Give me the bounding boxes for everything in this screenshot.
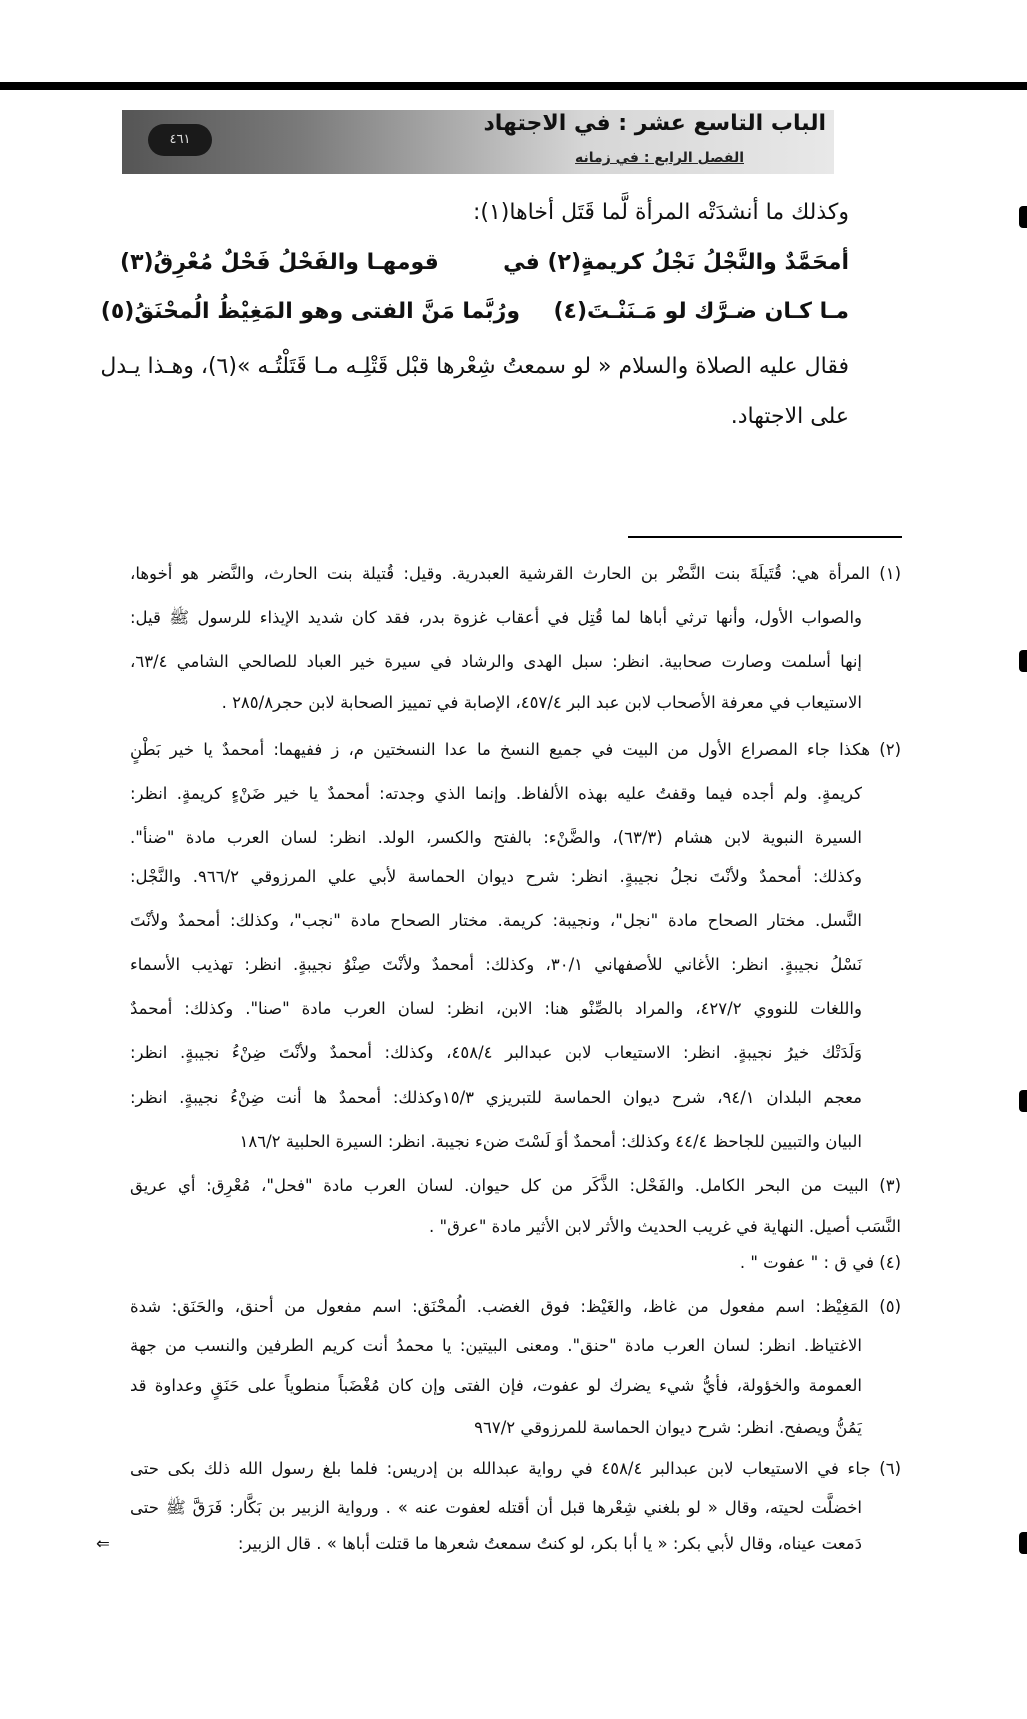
footnote-line: وَلَدَتْك خيرُ نجيبةٍ. انظر: الاستيعاب لابن عبدالبر ٤٥٨/٤، وكذلك: أمحمدٌ ولأنْتَ ضِنْءُ نجيبةٍ. انظر:: [130, 1043, 863, 1062]
footnote-start-line: (٢) هكذا جاء المصراع الأول من البيت في جميع النسخ ما عدا النسختين م، ز ففيهما: أمحمدٌ يا خير بَطْنٍ: [130, 740, 901, 759]
continued-arrow: ⇐: [96, 1534, 110, 1553]
verse-2-left-hemistich: ورُبَّما مَنَّ الفتى وهو المَغِيْظُ الُمحْنَقُ(٥): [100, 299, 520, 324]
scan-edge-mark: [1019, 1532, 1027, 1554]
footnote-line: النَّسل. مختار الصحاح مادة "نجل"، ونجيبة: كريمة. مختار الصحاح مادة "نجب"، وكذلك: أمحمدٌ ولأنْتَ: [130, 911, 862, 930]
footnote-line: اخضلَّت لحيته، وقال « لو بلغني شِعْرها قبل أن أقتله لعفوت عنه » . ورواية الزبير بن بَكَّار: فَرَقَّ ﷺ حتى: [130, 1498, 862, 1517]
footnote-separator: [628, 536, 902, 538]
footnote-line: واللغات للنووي ٤٢٧/٢، والمراد بالصِّنْو هنا: الابن، انظر: لسان العرب مادة "صنا". وكذلك: أمحمدٌ: [130, 999, 862, 1018]
footnote-line: وكذلك: أمحمدٌ ولأنْتَ نجلُ نجيبةٍ. انظر: شرح ديوان الحماسة لأبي علي المرزوقي ٩٦٦/٢. والنَّجْل:: [130, 867, 862, 886]
page-number: ٤٦١: [148, 124, 212, 156]
footnote-line: الاستيعاب في معرفة الأصحاب لابن عبد البر ٤٥٧/٤، الإصابة في تمييز الصحابة لابن حجر٢٨٥/٨ .: [221, 693, 862, 712]
footnote-line: نَسْلُ نجيبةٍ. انظر: الأغاني للأصفهاني ٣٠/١، وكذلك: أمحمدٌ ولأنْتَ صِنْوُ نجيبةٍ. انظر: تهذيب الأسماء: [130, 955, 862, 974]
footnote-line: يَمُنُّ ويصفح. انظر: شرح ديوان الحماسة للمرزوقي ٩٦٧/٢: [474, 1418, 862, 1437]
scan-edge-mark: [1019, 206, 1027, 228]
intro-line: وكذلك ما أنشدَتْه المرأة لَّما قَتَل أخاها(١):: [472, 200, 849, 225]
footnote-start-line: (٥) المَغِيْظ: اسم مفعول من غاظ، والغَيْظ: فوق الغضب. الُمحْنَق: اسم مفعول من أحنق، والحَنَق: شدة: [130, 1297, 901, 1316]
footnote-line: السيرة النبوية لابن هشام (٦٣/٣)، والضَّنْء: بالفتح والكسر، الولد. انظر: لسان العرب مادة "ضنأ".: [130, 828, 862, 847]
verse-1-right-hemistich: أمحَمَّدٌ والنَّجْلُ نَجْلُ كريمةٍ(٢) في: [503, 250, 849, 275]
footnote-line: دَمعت عيناه، وقال لأبي بكر: « يا أبا بكر، لو كنتُ سمعتُ شعرها ما قتلت أباها » . قال الزبير:: [237, 1534, 862, 1553]
verse-2-right-hemistich: مـا كـان ضـرَّك لو مَـنَنْـتَ(٤): [553, 299, 849, 324]
footnote-line: معجم البلدان ٩٤/١، شرح ديوان الحماسة للتبريزي ١٥/٣وكذلك: أمحمدٌ ها أنت ضِنْءُ نجيبةٍ. انظر:: [130, 1088, 862, 1107]
footnote-start-line: (٣) البيت من البحر الكامل. والفَحْل: الذَّكَر من كل حيوان. لسان العرب مادة "فحل"، مُعْرِق: أي عريق: [130, 1176, 901, 1195]
footnote-start-line: (٦) جاء في الاستيعاب لابن عبدالبر ٤٥٨/٤ في رواية عبدالله بن إدريس: فلما بلغ رسول الله ذلك بكى حتى: [130, 1459, 901, 1478]
footnote-line: كريمةٍ. ولم أجده فيما وقفتُ عليه بهذه الألفاظ. وإنما الذي وجدته: أمحمدٌ يا خير ضَنْءٍ كريمةٍ. انظر:: [130, 784, 862, 803]
scan-edge-mark: [1019, 1090, 1027, 1112]
footnote-start-line: (٤) في ق : " عفوت " .: [739, 1253, 901, 1272]
verse-1-left-hemistich: قومهـا والفَحْلُ فَحْلٌ مُعْرِقُ(٣): [120, 250, 439, 275]
footnote-line: إنها أسلمت وصارت صحابية. انظر: سبل الهدى والرشاد في سيرة خير العباد للصالحي الشامي ٦٣/٤،: [130, 652, 862, 671]
footnote-line: العمومة والخؤولة، فأيُّ شيء يضرك لو عفوت، فإن الفتى وإن كان مُغْضَباً منطوياً على حَنَقٍ وعداوة قد: [130, 1376, 862, 1395]
top-rule: [0, 82, 1027, 90]
running-header: [122, 110, 834, 174]
footnote-line: الاغتياظ. انظر: لسان العرب مادة "حنق". ومعنى البيتين: يا محمدُ أنت كريم الطرفين والنسب من جهة: [130, 1336, 862, 1355]
body-line: فقال عليه الصلاة والسلام « لو سمعتُ شِعْرها قبْل قَتْلِـه مـا قَتَلْتُـه »(٦)، وهـذا يـدل: [100, 354, 849, 379]
footnote-line: البيان والتبيين للجاحظ ٤٤/٤ وكذلك: أمحمدٌ أوَ لَسْتَ ضنء نجيبة. انظر: السيرة الحلبية ١٨٦/٢: [239, 1132, 862, 1151]
footnote-start-line: النَّسَب أصيل. النهاية في غريب الحديث والأثر لابن الأثير مادة "عرق" .: [429, 1217, 901, 1236]
footnote-start-line: (١) المرأة هي: قُتَيلَةَ بنت النَّضْر بن الحارث القرشية العبدرية. وقيل: قُتيلة بنت الحارث، والنَّضر هو أخوها،: [130, 564, 901, 583]
footnote-line: والصواب الأول، وأنها ترثي أباها لما قُتِل في أعقاب غزوة بدر، فقد كان شديد الإيذاء للرسول ﷺ قيل:: [130, 608, 862, 627]
body-line: على الاجتهاد.: [730, 404, 849, 429]
chapter-title: الباب التاسع عشر : في الاجتهاد: [483, 111, 826, 136]
section-title: الفصل الرابع : في زمانه: [575, 150, 744, 166]
scan-edge-mark: [1019, 650, 1027, 672]
